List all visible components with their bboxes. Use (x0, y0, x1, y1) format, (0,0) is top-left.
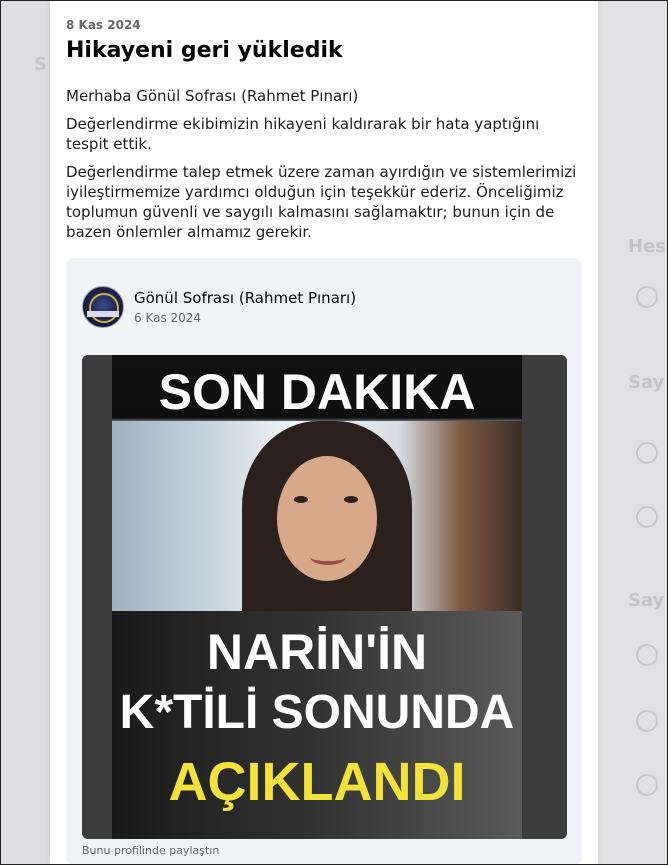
background-blurred-text: Say (628, 590, 665, 611)
photo-eye-left (294, 496, 308, 503)
shared-on-profile-caption: Bunu profilinde paylaştın (82, 844, 220, 857)
background-icon (636, 286, 658, 308)
notice-date: 8 Kas 2024 (66, 18, 141, 32)
notice-paragraph-1: Değerlendirme ekibimizin hikayeni kaldırarak bir hata yaptığını tespit ettik. (66, 115, 540, 153)
notice-title: Hikayeni geri yükledik (66, 38, 343, 63)
story-headline-line-2: NARİN'İN (206, 624, 428, 680)
background-icon (636, 442, 658, 464)
photo-eye-right (344, 496, 358, 503)
avatar-logo-ring (89, 293, 119, 323)
background-icon (636, 644, 658, 666)
avatar-logo-banner (87, 311, 119, 317)
notice-paragraph-2: Değerlendirme talep etmek üzere zaman ayırdığın ve sistemlerimizi iyileştirmemize yardımcı olduğun için teşekkür ederiz. Önceliğimiz toplumun güvenli ve saygılı kalmasını sağlamaktır; bunun için de bazen önlemler almamız gerekir. (66, 163, 577, 241)
background-blurred-text: S (34, 54, 47, 75)
story-headline-line-3: K*TİLİ SONUNDA (119, 686, 515, 739)
notice-greeting: Merhaba Gönül Sofrası (Rahmet Pınarı) (66, 87, 359, 105)
story-headline-line-4: AÇIKLANDI (168, 752, 466, 812)
notice-dialog (50, 0, 598, 865)
background-blurred-text: Hes (628, 236, 666, 257)
post-date[interactable]: 6 Kas 2024 (134, 311, 202, 325)
girl-photo (112, 421, 522, 611)
story-image[interactable] (82, 355, 567, 839)
restored-story-card[interactable] (66, 258, 582, 865)
story-thumbnail (112, 355, 522, 839)
background-icon (636, 710, 658, 732)
background-icon (636, 774, 658, 796)
story-headline-line-1: SON DAKIKA (158, 364, 476, 420)
post-author[interactable]: Gönül Sofrası (Rahmet Pınarı) (134, 289, 357, 307)
avatar[interactable] (82, 286, 124, 328)
background-blurred-text: Say (628, 372, 665, 393)
background-left-panel (0, 0, 50, 865)
background-right-panel (598, 0, 668, 865)
background-icon (636, 506, 658, 528)
photo-smile (310, 549, 346, 565)
